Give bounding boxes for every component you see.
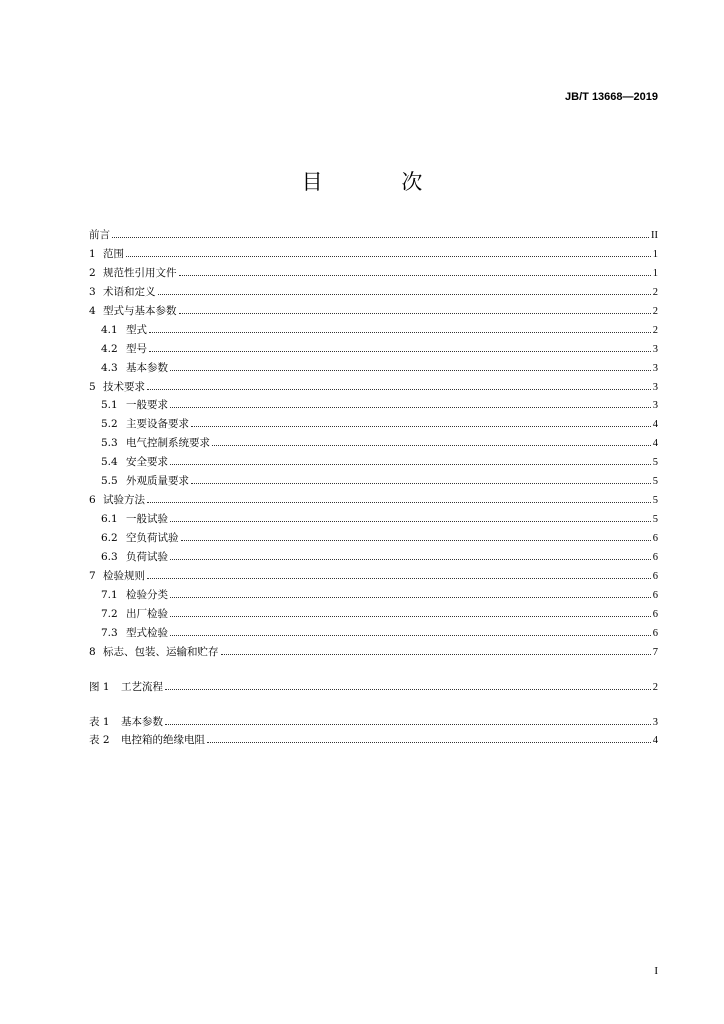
toc-entry-number: 8: [89, 645, 96, 658]
toc-entry-title: 主要设备要求: [126, 418, 189, 431]
toc-entry[interactable]: [89, 226, 658, 245]
tables-entry-title: 基本参数: [121, 715, 163, 728]
toc-entry-title: 技术要求: [103, 380, 145, 393]
dot-leader: [170, 520, 651, 522]
toc-entry[interactable]: [89, 529, 658, 548]
figures-entry-page: 2: [652, 681, 658, 693]
dot-leader: [170, 615, 651, 617]
toc-entry-number: 4.2: [101, 342, 118, 355]
toc-entry-number: 7.3: [101, 626, 118, 639]
figures-entry-number: 图 1: [89, 680, 110, 693]
toc-entry-page: 2: [652, 324, 658, 336]
toc-entry-number: 1: [89, 247, 96, 260]
dot-leader: [207, 741, 651, 743]
table-of-contents: [89, 226, 658, 750]
dot-leader: [181, 539, 651, 541]
toc-entry-page: 4: [652, 438, 658, 450]
toc-entry[interactable]: [89, 415, 658, 434]
page-title: 目 次: [301, 170, 459, 194]
dot-leader: [170, 369, 651, 371]
toc-entry-title: 试验方法: [103, 494, 145, 507]
toc-entry-page: 2: [652, 286, 658, 298]
toc-entry-page: 6: [652, 533, 658, 544]
dot-leader: [149, 331, 651, 333]
toc-entry-title: 检验分类: [126, 588, 168, 601]
toc-entry[interactable]: [89, 359, 658, 378]
toc-entry-number: 4.1: [101, 323, 118, 336]
toc-entry-number: 6.2: [101, 532, 118, 544]
toc-entry-page: 3: [652, 400, 658, 412]
toc-entry[interactable]: [89, 548, 658, 567]
toc-entry-title: 外观质量要求: [126, 475, 189, 488]
tables-entry[interactable]: [89, 713, 658, 732]
toc-entry-number: 5.4: [101, 456, 118, 469]
toc-entry-number: 2: [89, 266, 96, 279]
toc-entry-title: 基本参数: [126, 361, 168, 374]
toc-entry-number: 5.2: [101, 418, 118, 431]
toc-entry-page: 5: [652, 514, 658, 526]
toc-entry-title: 负荷试验: [126, 550, 168, 563]
dot-leader: [170, 596, 651, 598]
dot-leader: [147, 501, 651, 503]
page-number: I: [654, 965, 658, 977]
spacer: [89, 662, 658, 678]
dot-leader: [149, 350, 651, 352]
toc-entry-page: 2: [652, 305, 658, 317]
toc-entry-number: 7: [89, 569, 96, 582]
tables-entry-number: 表 2: [89, 734, 110, 747]
toc-entry-page: 6: [652, 627, 658, 639]
dot-leader: [170, 634, 651, 636]
toc-entry-page: 3: [652, 343, 658, 355]
toc-entry-title: 安全要求: [126, 456, 168, 469]
toc-entry-title: 型式: [126, 323, 147, 336]
toc-entry[interactable]: [89, 283, 658, 302]
toc-entry[interactable]: [89, 245, 658, 264]
toc-entry-number: 4: [89, 304, 96, 317]
toc-entry-page: 5: [652, 476, 658, 488]
toc-entry-page: 3: [652, 362, 658, 374]
toc-entry-title: 前言: [89, 229, 110, 241]
toc-entry-page: 6: [652, 551, 658, 563]
standard-number: JB/T 13668—2019: [565, 91, 658, 103]
toc-entry-number: 5.3: [101, 437, 118, 450]
toc-entry-number: 5.1: [101, 399, 118, 412]
toc-entry-title: 一般要求: [126, 399, 168, 412]
toc-entry-number: 6.3: [101, 550, 118, 563]
tables-entry-title: 电控箱的绝缘电阻: [121, 734, 205, 747]
toc-entry[interactable]: [89, 453, 658, 472]
toc-entry[interactable]: [89, 567, 658, 586]
toc-entry[interactable]: [89, 378, 658, 397]
toc-entry-number: 5.5: [101, 475, 118, 488]
toc-entry[interactable]: [89, 396, 658, 415]
toc-entry[interactable]: [89, 586, 658, 605]
toc-entry-number: 5: [89, 380, 96, 393]
figures-entry-title: 工艺流程: [121, 680, 163, 693]
toc-entry-page: 6: [652, 608, 658, 620]
toc-entry-title: 标志、包装、运输和贮存: [103, 645, 219, 658]
toc-entry[interactable]: [89, 340, 658, 359]
toc-entry-page: 5: [652, 457, 658, 469]
toc-entry-number: 4.3: [101, 361, 118, 374]
toc-entry[interactable]: [89, 302, 658, 321]
figures-entry[interactable]: [89, 678, 658, 697]
toc-entry-page: 1: [652, 267, 658, 279]
toc-entry[interactable]: [89, 472, 658, 491]
toc-entry-title: 出厂检验: [126, 607, 168, 620]
toc-entry-page: 4: [652, 419, 658, 431]
toc-entry-page: 5: [652, 495, 658, 507]
tables-entry-page: 3: [652, 716, 658, 728]
toc-entry-title: 规范性引用文件: [103, 266, 177, 279]
toc-entry-page: 3: [652, 381, 658, 393]
toc-entry[interactable]: [89, 321, 658, 340]
toc-entry-title: 术语和定义: [103, 285, 156, 298]
toc-entry-number: 3: [89, 285, 96, 298]
dot-leader: [170, 406, 651, 408]
toc-entry-page: 1: [652, 248, 658, 260]
toc-entry-number: 6.1: [101, 513, 118, 526]
toc-entry-title: 一般试验: [126, 513, 168, 526]
toc-entry-title: 电气控制系统要求: [126, 437, 210, 450]
toc-entry-title: 型式检验: [126, 626, 168, 639]
toc-entry-page: 6: [652, 570, 658, 582]
toc-entry-title: 范围: [103, 247, 124, 260]
dot-leader: [191, 425, 651, 427]
toc-entry-title: 空负荷试验: [126, 532, 179, 544]
dot-leader: [179, 312, 651, 314]
spacer: [89, 697, 658, 713]
toc-entry-page: 6: [652, 589, 658, 601]
toc-entry[interactable]: [89, 643, 658, 662]
toc-entry[interactable]: [89, 624, 658, 643]
dot-leader: [165, 723, 651, 725]
dot-leader: [126, 255, 651, 257]
toc-entry-number: 6: [89, 494, 96, 507]
toc-entry[interactable]: [89, 510, 658, 529]
dot-leader: [147, 577, 651, 579]
toc-entry-page: 7: [652, 646, 658, 658]
tables-entry[interactable]: [89, 731, 658, 750]
toc-entry-title: 型式与基本参数: [103, 304, 177, 317]
dot-leader: [221, 653, 651, 655]
toc-entry[interactable]: [89, 491, 658, 510]
dot-leader: [147, 388, 651, 390]
toc-entry-page: II: [651, 230, 658, 241]
dot-leader: [212, 444, 651, 446]
dot-leader: [165, 688, 651, 690]
dot-leader: [170, 558, 651, 560]
dot-leader: [191, 482, 651, 484]
toc-entry-title: 检验规则: [103, 569, 145, 582]
toc-entry-number: 7.2: [101, 607, 118, 620]
toc-entry[interactable]: [89, 605, 658, 624]
toc-entry[interactable]: [89, 434, 658, 453]
dot-leader: [112, 236, 649, 238]
toc-entry-title: 型号: [126, 342, 147, 355]
dot-leader: [158, 293, 651, 295]
toc-entry[interactable]: [89, 264, 658, 283]
toc-entry-number: 7.1: [101, 588, 118, 601]
dot-leader: [170, 463, 651, 465]
tables-entry-number: 表 1: [89, 715, 110, 728]
tables-entry-page: 4: [652, 735, 658, 747]
dot-leader: [179, 274, 651, 276]
